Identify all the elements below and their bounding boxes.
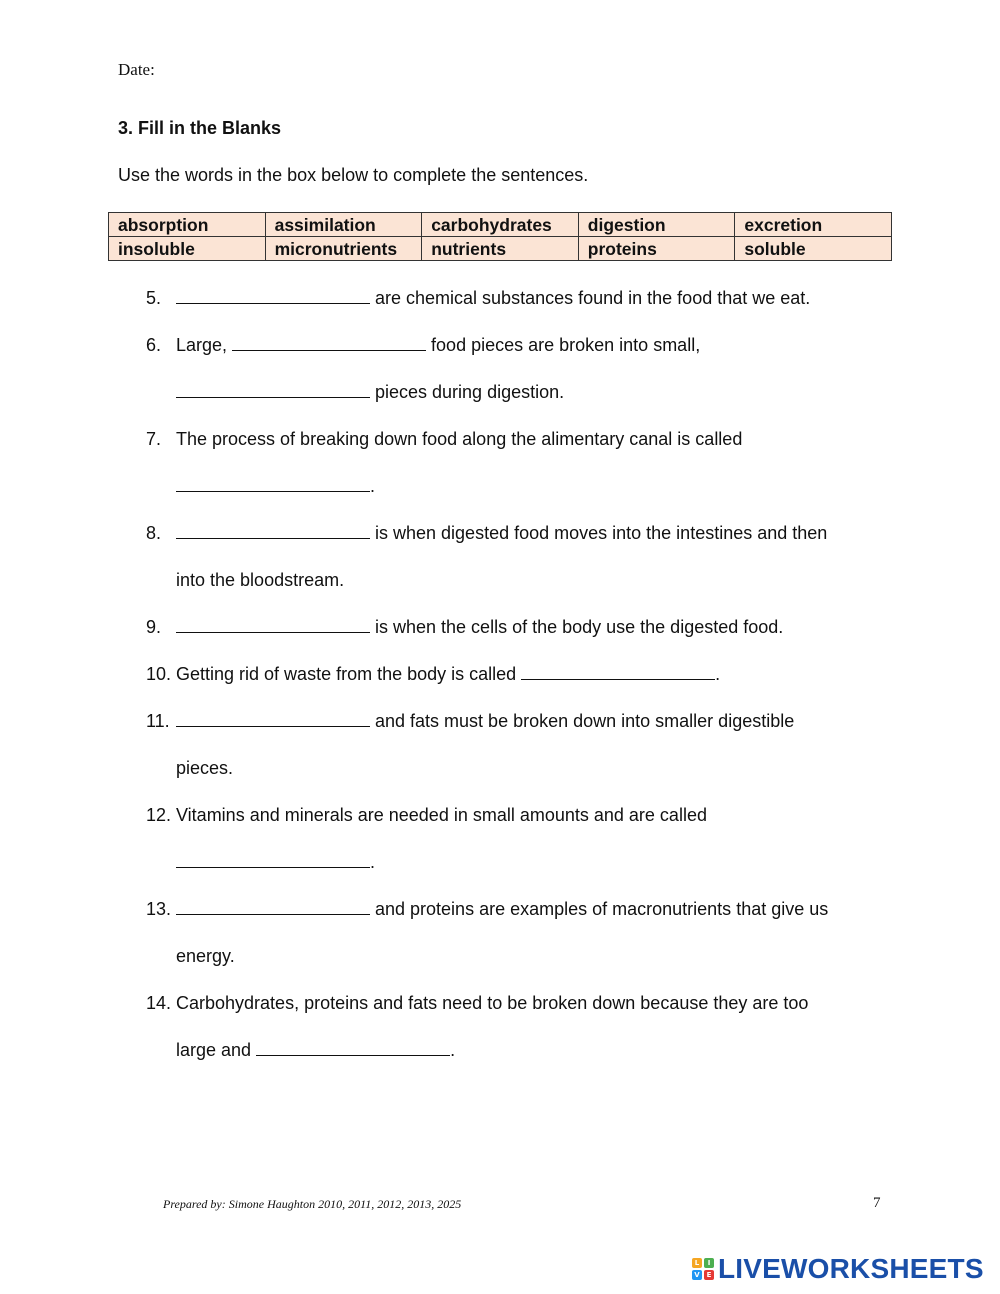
question-number: 8.: [146, 523, 162, 543]
question-text: Large, food pieces are broken into small,: [176, 335, 701, 355]
answer-blank[interactable]: [176, 897, 370, 915]
word-cell: assimilation: [265, 213, 422, 237]
question-text-continued: energy.: [176, 946, 235, 966]
question-text: and fats must be broken down into smaller digestible: [176, 709, 794, 733]
question-number: 5.: [146, 288, 162, 308]
answer-blank[interactable]: [176, 474, 370, 492]
page-number: 7: [873, 1195, 881, 1211]
question-text: Carbohydrates, proteins and fats need to be broken down because they are too: [176, 993, 809, 1013]
answer-blank[interactable]: [176, 286, 370, 304]
answer-blank[interactable]: [176, 380, 370, 398]
question-number: 7.: [146, 429, 162, 449]
instructions-text: Use the words in the box below to complete the sentences.: [118, 165, 589, 185]
question-text: The process of breaking down food along the alimentary canal is called: [176, 429, 743, 449]
answer-blank[interactable]: [232, 333, 426, 351]
logo-tile: I: [704, 1258, 714, 1268]
answer-blank[interactable]: [176, 521, 370, 539]
question-text: and proteins are examples of macronutrients that give us: [176, 897, 828, 921]
word-box-row: [109, 237, 892, 261]
logo-tile: V: [692, 1270, 702, 1280]
word-cell: insoluble: [109, 237, 266, 261]
word-cell: nutrients: [422, 237, 579, 261]
word-cell: absorption: [109, 213, 266, 237]
question-text: is when digested food moves into the intestines and then: [176, 521, 827, 545]
question-number: 14.: [146, 993, 172, 1013]
answer-blank[interactable]: [176, 709, 370, 727]
word-cell: proteins: [578, 237, 735, 261]
logo-tile: L: [692, 1258, 702, 1268]
footer-credit: Prepared by: Simone Haughton 2010, 2011, 2012, 2013, 2025: [163, 1197, 462, 1211]
answer-blank[interactable]: [176, 850, 370, 868]
date-label: Date:: [118, 60, 155, 79]
question-number: 6.: [146, 335, 162, 355]
question-text: Getting rid of waste from the body is called .: [176, 664, 721, 684]
question-text: Vitamins and minerals are needed in small amounts and are called: [176, 805, 707, 825]
word-box-row: [109, 213, 892, 237]
logo-wordmark: LIVEWORKSHEETS: [718, 1253, 984, 1284]
question-text-continued: large and .: [176, 1040, 456, 1060]
question-number: 12.: [146, 805, 172, 825]
word-cell: soluble: [735, 237, 892, 261]
word-cell: carbohydrates: [422, 213, 579, 237]
question-text-continued: .: [176, 850, 375, 874]
answer-blank[interactable]: [256, 1038, 450, 1056]
word-cell: excretion: [735, 213, 892, 237]
question-number: 10.: [146, 664, 172, 684]
question-text-continued: pieces during digestion.: [176, 380, 564, 404]
question-text: is when the cells of the body use the digested food.: [176, 615, 783, 639]
word-cell: digestion: [578, 213, 735, 237]
word-box: [108, 212, 892, 261]
question-text-continued: pieces.: [176, 758, 234, 778]
question-number: 11.: [146, 711, 170, 731]
question-number: 13.: [146, 899, 172, 919]
question-text-continued: .: [176, 474, 375, 498]
question-number: 9.: [146, 617, 162, 637]
logo-tiles-icon: [692, 1258, 714, 1280]
question-text: are chemical substances found in the food that we eat.: [176, 286, 810, 310]
section-heading: 3. Fill in the Blanks: [118, 118, 282, 138]
word-cell: micronutrients: [265, 237, 422, 261]
logo-tile: E: [704, 1270, 714, 1280]
liveworksheets-logo[interactable]: [692, 1254, 984, 1284]
question-text-continued: into the bloodstream.: [176, 570, 345, 590]
answer-blank[interactable]: [176, 615, 370, 633]
answer-blank[interactable]: [521, 662, 715, 680]
